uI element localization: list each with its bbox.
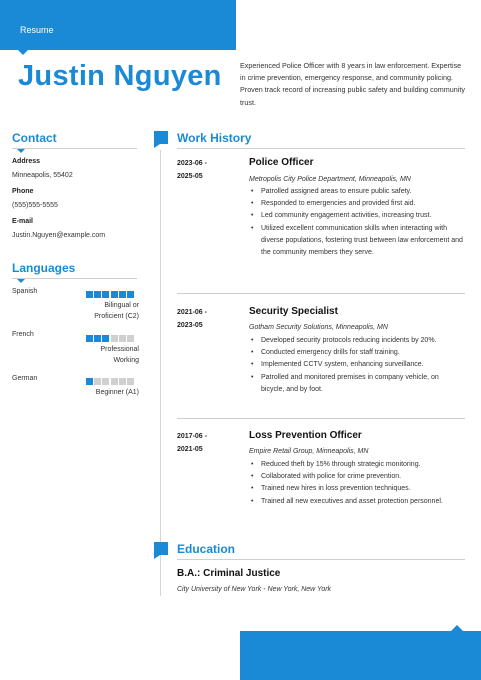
job-title: Police Officer: [249, 157, 314, 168]
job-dates: [177, 430, 207, 456]
language-level-segment: [94, 291, 101, 298]
languages-rule-notch: [17, 279, 25, 283]
job-bullet: • Responded to emergencies and provided first aid.: [249, 198, 464, 210]
language-level-segment: [127, 378, 134, 385]
job-start-date: 2023-06 -: [177, 160, 207, 167]
job-dates: [177, 157, 207, 183]
job-bullet: • Implemented CCTV system, enhancing surveillance.: [249, 359, 464, 371]
languages-rule: [12, 278, 137, 279]
footer-accent-box: [240, 631, 481, 680]
job-bullet: • Collaborated with police for crime prevention.: [249, 471, 464, 483]
education-flag: [154, 542, 168, 555]
languages-title: Languages: [12, 261, 76, 275]
language-name: French: [12, 331, 34, 338]
language-level-segment: [119, 335, 126, 342]
job-bullets: [249, 459, 464, 508]
job-bullet: • Conducted emergency drills for staff training.: [249, 347, 464, 359]
job-title: Loss Prevention Officer: [249, 430, 362, 441]
language-level-label: Beginner (A1): [95, 389, 139, 396]
banner-notch: [18, 50, 28, 55]
language-level-segment: [86, 378, 93, 385]
language-name: Spanish: [12, 288, 38, 295]
work-history-title: Work History: [177, 131, 252, 145]
language-level-segment: [86, 291, 93, 298]
language-level-bars: [86, 291, 134, 298]
job-end-date: 2021-05: [177, 446, 203, 453]
contact-title: Contact: [12, 131, 57, 145]
language-level-segment: [94, 335, 101, 342]
job-bullet: • Led community engagement activities, increasing trust.: [249, 210, 464, 222]
language-level-segment: [119, 378, 126, 385]
language-level-label: Professional Working: [100, 346, 139, 364]
job-dates: [177, 306, 207, 332]
contact-rule-notch: [17, 149, 25, 153]
work-history-flag: [154, 131, 168, 144]
job-employer: Empire Retail Group, Minneapolis, MN: [249, 448, 369, 455]
school: City University of New York - New York, New York: [177, 586, 332, 593]
job-bullets: [249, 335, 464, 396]
language-level-segment: [127, 335, 134, 342]
job-end-date: 2025-05: [177, 173, 203, 180]
job-bullet: • Patrolled assigned areas to ensure public safety.: [249, 186, 464, 198]
language-level-label: Bilingual or Proficient (C2): [94, 302, 139, 320]
resume-banner: [0, 0, 236, 50]
language-level-segment: [111, 291, 118, 298]
language-level-segment: [102, 378, 109, 385]
language-level-bars: [86, 378, 134, 385]
language-level-segment: [111, 378, 118, 385]
email-label: E-mail: [12, 218, 34, 225]
job-bullet: • Developed security protocols reducing incidents by 20%.: [249, 335, 464, 347]
job-bullets: [249, 186, 464, 259]
job-employer: Metropolis City Police Department, Minneapolis, MN: [249, 176, 411, 183]
candidate-name: Justin Nguyen: [18, 60, 222, 92]
job-bullet: • Utilized excellent communication skills when interacting with diverse populations, fostering trust between law enforcement and the community members they serve.: [249, 223, 464, 260]
language-level-segment: [102, 291, 109, 298]
job-start-date: 2017-06 -: [177, 433, 207, 440]
degree: B.A.: Criminal Justice: [177, 568, 281, 579]
job-bullet: • Trained new hires in loss prevention techniques.: [249, 483, 464, 495]
language-level-segment: [111, 335, 118, 342]
language-level-segment: [102, 335, 109, 342]
banner-label: Resume: [20, 25, 54, 35]
address-label: Address: [12, 158, 41, 165]
job-bullet: • Patrolled and monitored premises in company vehicle, on bicycle, and by foot.: [249, 372, 464, 396]
professional-summary: Experienced Police Officer with 8 years in law enforcement. Expertise in crime prevention, emergency response, and community policing. Proven track record of increasing public safety and building community trust.: [240, 61, 465, 107]
job-separator: [177, 293, 465, 294]
phone-label: Phone: [12, 188, 34, 195]
timeline-divider: [160, 150, 161, 596]
address-value: Minneapolis, 55402: [12, 172, 73, 179]
job-bullet: • Reduced theft by 15% through strategic monitoring.: [249, 459, 464, 471]
work-history-rule: [177, 148, 465, 149]
language-level-segment: [94, 378, 101, 385]
job-end-date: 2023-05: [177, 322, 203, 329]
language-level-segment: [86, 335, 93, 342]
language-level-segment: [127, 291, 134, 298]
job-employer: Gotham Security Solutions, Minneapolis, MN: [249, 324, 388, 331]
job-title: Security Specialist: [249, 306, 338, 317]
education-rule: [177, 559, 465, 560]
job-bullet: • Trained all new executives and asset protection personnel.: [249, 496, 464, 508]
language-name: German: [12, 375, 38, 382]
email-value: Justin.Nguyen@example.com: [12, 232, 106, 239]
job-start-date: 2021-06 -: [177, 309, 207, 316]
language-level-bars: [86, 335, 134, 342]
phone-value: (555)555-5555: [12, 202, 58, 209]
contact-rule: [12, 148, 137, 149]
language-level-segment: [119, 291, 126, 298]
job-separator: [177, 418, 465, 419]
education-title: Education: [177, 542, 236, 556]
